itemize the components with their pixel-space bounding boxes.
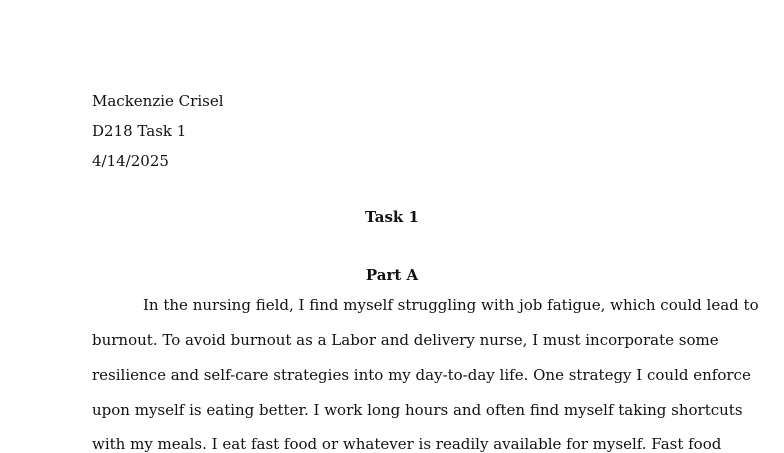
paragraph-line: resilience and self-care strategies into my day-to-day life. One strategy I could enforce: [92, 366, 751, 384]
paragraph-line: upon myself is eating better. I work long hours and often find myself taking shortcuts: [92, 401, 743, 419]
paragraph-line: burnout. To avoid burnout as a Labor and delivery nurse, I must incorporate some: [92, 331, 719, 349]
document-title: Task 1: [365, 208, 419, 226]
submission-date: 4/14/2025: [92, 152, 169, 170]
paragraph-line: In the nursing field, I find myself struggling with job fatigue, which could lead to: [143, 296, 759, 314]
author-name: Mackenzie Crisel: [92, 92, 224, 110]
paragraph-line: with my meals. I eat fast food or whatever is readily available for myself. Fast food: [92, 435, 722, 453]
section-heading: Part A: [365, 266, 419, 284]
course-task: D218 Task 1: [92, 122, 187, 140]
